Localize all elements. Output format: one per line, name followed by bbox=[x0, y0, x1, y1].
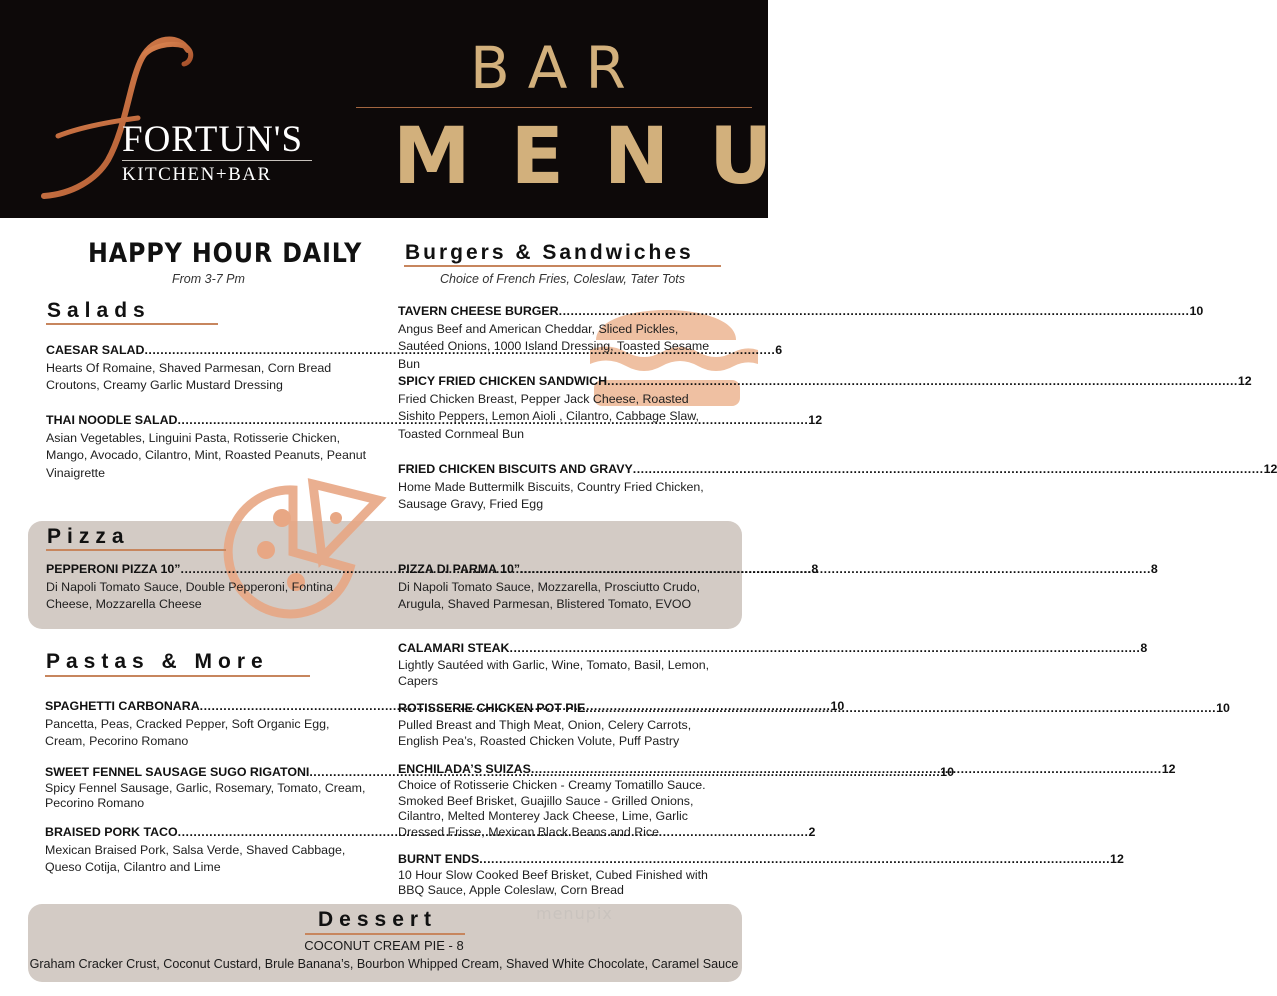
happy-hour-time: From 3-7 Pm bbox=[172, 272, 245, 286]
menu-item bbox=[398, 561, 1158, 614]
bar-title: BAR bbox=[470, 34, 644, 102]
menu-title: MENU bbox=[393, 112, 813, 202]
item-price: 10 bbox=[940, 765, 954, 779]
item-price: 8 bbox=[1140, 641, 1148, 655]
item-description: 10 Hour Slow Cooked Beef Brisket, Cubed Finished with BBQ Sauce, Apple Coleslaw, Corn Bread bbox=[398, 868, 708, 897]
item-description: Pulled Breast and Thigh Meat, Onion, Celery Carrots, English Pea’s, Roasted Chicken Volute, Puff Pastry bbox=[398, 718, 692, 748]
item-price: 10 bbox=[1189, 304, 1204, 318]
burgers-subtitle: Choice of French Fries, Coleslaw, Tater Tots bbox=[440, 272, 686, 286]
item-description: Di Napoli Tomato Sauce, Mozzarella, Prosciutto Crudo, Arugula, Shaved Parmesan, Blistered Tomato, EVOO bbox=[398, 579, 701, 612]
item-price: 12 bbox=[1237, 374, 1252, 388]
item-name: FRIED CHICKEN BISCUITS AND GRAVY bbox=[398, 462, 633, 476]
item-price: 12 bbox=[1110, 852, 1124, 866]
menu-item bbox=[398, 640, 1148, 689]
dessert-item-description: Graham Cracker Crust, Coconut Custard, Brule Banana’s, Bourbon Whipped Cream, Shaved White Chocolate, Caramel Sauce bbox=[29, 957, 739, 971]
salads-heading: Salads bbox=[47, 299, 151, 322]
item-name: CAESAR SALAD bbox=[46, 343, 145, 357]
item-name: SPAGHETTI CARBONARA bbox=[45, 699, 200, 713]
brand-name: FORTUN'S bbox=[122, 119, 304, 160]
menu-item bbox=[398, 303, 1204, 373]
item-name: TAVERN CHEESE BURGER bbox=[398, 304, 559, 318]
pastas-heading: Pastas & More bbox=[46, 650, 269, 673]
item-description: Pancetta, Peas, Cracked Pepper, Soft Organic Egg, Cream, Pecorino Romano bbox=[45, 716, 330, 749]
item-name: THAI NOODLE SALAD bbox=[46, 413, 178, 427]
salads-heading-rule bbox=[46, 323, 218, 325]
menupix-watermark: menupix bbox=[536, 904, 613, 923]
item-name: PEPPERONI PIZZA 10” bbox=[46, 562, 181, 576]
menu-item bbox=[398, 700, 1230, 749]
item-price: 12 bbox=[808, 413, 823, 427]
item-name: SPICY FRIED CHICKEN SANDWICH bbox=[398, 374, 608, 388]
item-name: ENCHILADA’S SUIZAS bbox=[398, 762, 531, 776]
item-price: 8 bbox=[811, 562, 819, 576]
pastas-heading-rule bbox=[45, 675, 310, 677]
item-price: 10 bbox=[1216, 701, 1230, 715]
item-description: Spicy Fennel Sausage, Garlic, Rosemary, Tomato, Cream, Pecorino Romano bbox=[45, 781, 366, 810]
header-banner bbox=[0, 0, 813, 218]
item-name: ROTISSERIE CHICKEN POT PIE bbox=[398, 701, 586, 715]
item-description: Di Napoli Tomato Sauce, Double Pepperoni, Fontina Cheese, Mozzarella Cheese bbox=[46, 579, 333, 612]
item-name: SWEET FENNEL SAUSAGE SUGO RIGATONI bbox=[45, 765, 310, 779]
item-price: 10 bbox=[830, 699, 845, 713]
item-description: Mexican Braised Pork, Salsa Verde, Shaved Cabbage, Queso Cotija, Cilantro and Lime bbox=[45, 842, 346, 875]
pizza-heading: Pizza bbox=[47, 525, 130, 548]
brand-divider bbox=[122, 160, 312, 161]
item-price: 2 bbox=[808, 825, 816, 839]
item-price: 6 bbox=[775, 343, 783, 357]
item-description: Asian Vegetables, Linguini Pasta, Rotisserie Chicken, Mango, Avocado, Cilantro, Mint, Roasted Peanuts, Peanut Vinaigrette bbox=[46, 430, 367, 480]
happy-hour-title: HAPPY HOUR DAILY bbox=[88, 238, 363, 269]
pizza-heading-rule bbox=[46, 549, 226, 551]
item-name: CALAMARI STEAK bbox=[398, 641, 510, 655]
menu-item bbox=[398, 373, 1252, 443]
title-divider bbox=[356, 107, 752, 108]
item-price: 8 bbox=[1150, 562, 1158, 576]
item-description: Home Made Buttermilk Biscuits, Country Fried Chicken, Sausage Gravy, Fried Egg bbox=[398, 479, 704, 512]
dessert-heading-rule bbox=[305, 933, 465, 935]
menu-item bbox=[398, 461, 1277, 514]
item-name: PIZZA DI PARMA 10” bbox=[398, 562, 521, 576]
item-description: Choice of Rotisserie Chicken - Creamy Tomatillo Sauce. Smoked Beef Brisket, Guajillo Sauce - Grilled Onions, Cilantro, Melted Monterey Jack Cheese, Lime, Garlic Dressed Frisse, Mexican Black Beans and Rice bbox=[398, 778, 706, 839]
item-description: Lightly Sautéed with Garlic, Wine, Tomato, Basil, Lemon, Capers bbox=[398, 658, 710, 688]
item-price: 12 bbox=[1263, 462, 1277, 476]
menu-item bbox=[398, 851, 1124, 898]
item-description: Hearts Of Romaine, Shaved Parmesan, Corn Bread Croutons, Creamy Garlic Mustard Dressing bbox=[46, 360, 332, 393]
dessert-item-name: COCONUT CREAM PIE - 8 bbox=[304, 938, 464, 953]
item-name: BRAISED PORK TACO bbox=[45, 825, 178, 839]
dessert-heading: Dessert bbox=[318, 908, 438, 931]
item-price: 12 bbox=[1161, 762, 1176, 776]
brand-subtitle: KITCHEN+BAR bbox=[122, 164, 272, 185]
burgers-heading-rule bbox=[404, 265, 721, 267]
burgers-heading: Burgers & Sandwiches bbox=[405, 241, 694, 264]
item-name: BURNT ENDS bbox=[398, 852, 480, 866]
item-description: Fried Chicken Breast, Pepper Jack Cheese, Roasted Sishito Peppers, Lemon Aioli , Cilantro, Cabbage Slaw, Toasted Cornmeal Bun bbox=[398, 391, 699, 441]
item-description: Angus Beef and American Cheddar, Sliced Pickles, Sautéed Onions, 1000 Island Dressing, Toasted Sesame Bun bbox=[398, 321, 710, 371]
